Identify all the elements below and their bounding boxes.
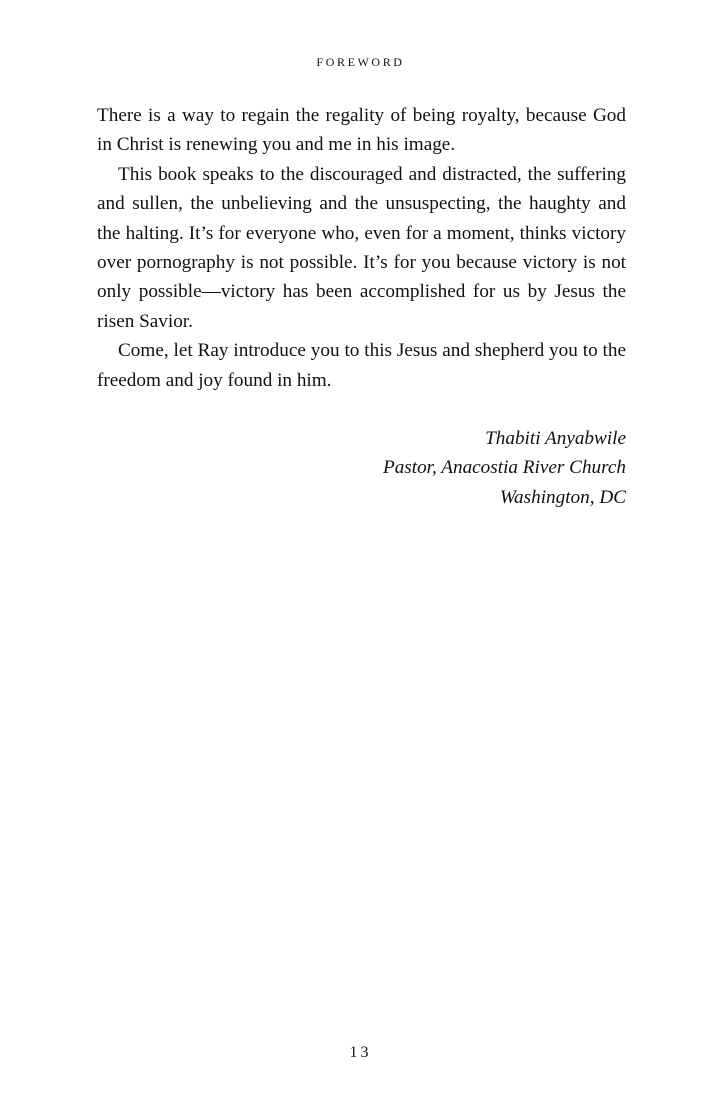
paragraph: This book speaks to the discouraged and distracted, the suffering and sullen, the unbelieving and the unsuspecting, the haughty and the halting. It’s for everyone who, even for a moment, thinks victory over pornography is not possible. It’s for you because victory is not only possible—victory has been accomplished for us by Jesus the risen Savior. (97, 163, 626, 332)
signature-name: Thabiti Anyabwile (485, 428, 626, 449)
signature-title: Pastor, Anacostia River Church (382, 457, 626, 479)
signature-location: Washington, DC (499, 486, 626, 508)
page-number: 13 (349, 1044, 372, 1061)
running-head: FOREWORD (316, 55, 405, 69)
signature-block (383, 424, 626, 512)
paragraph: Come, let Ray introduce you to this Jesus and shepherd you to the freedom and joy found in him. (97, 340, 626, 391)
body-text (97, 101, 626, 395)
paragraph: There is a way to regain the regality of being royalty, because God in Christ is renewing you and me in his image. (97, 105, 626, 156)
